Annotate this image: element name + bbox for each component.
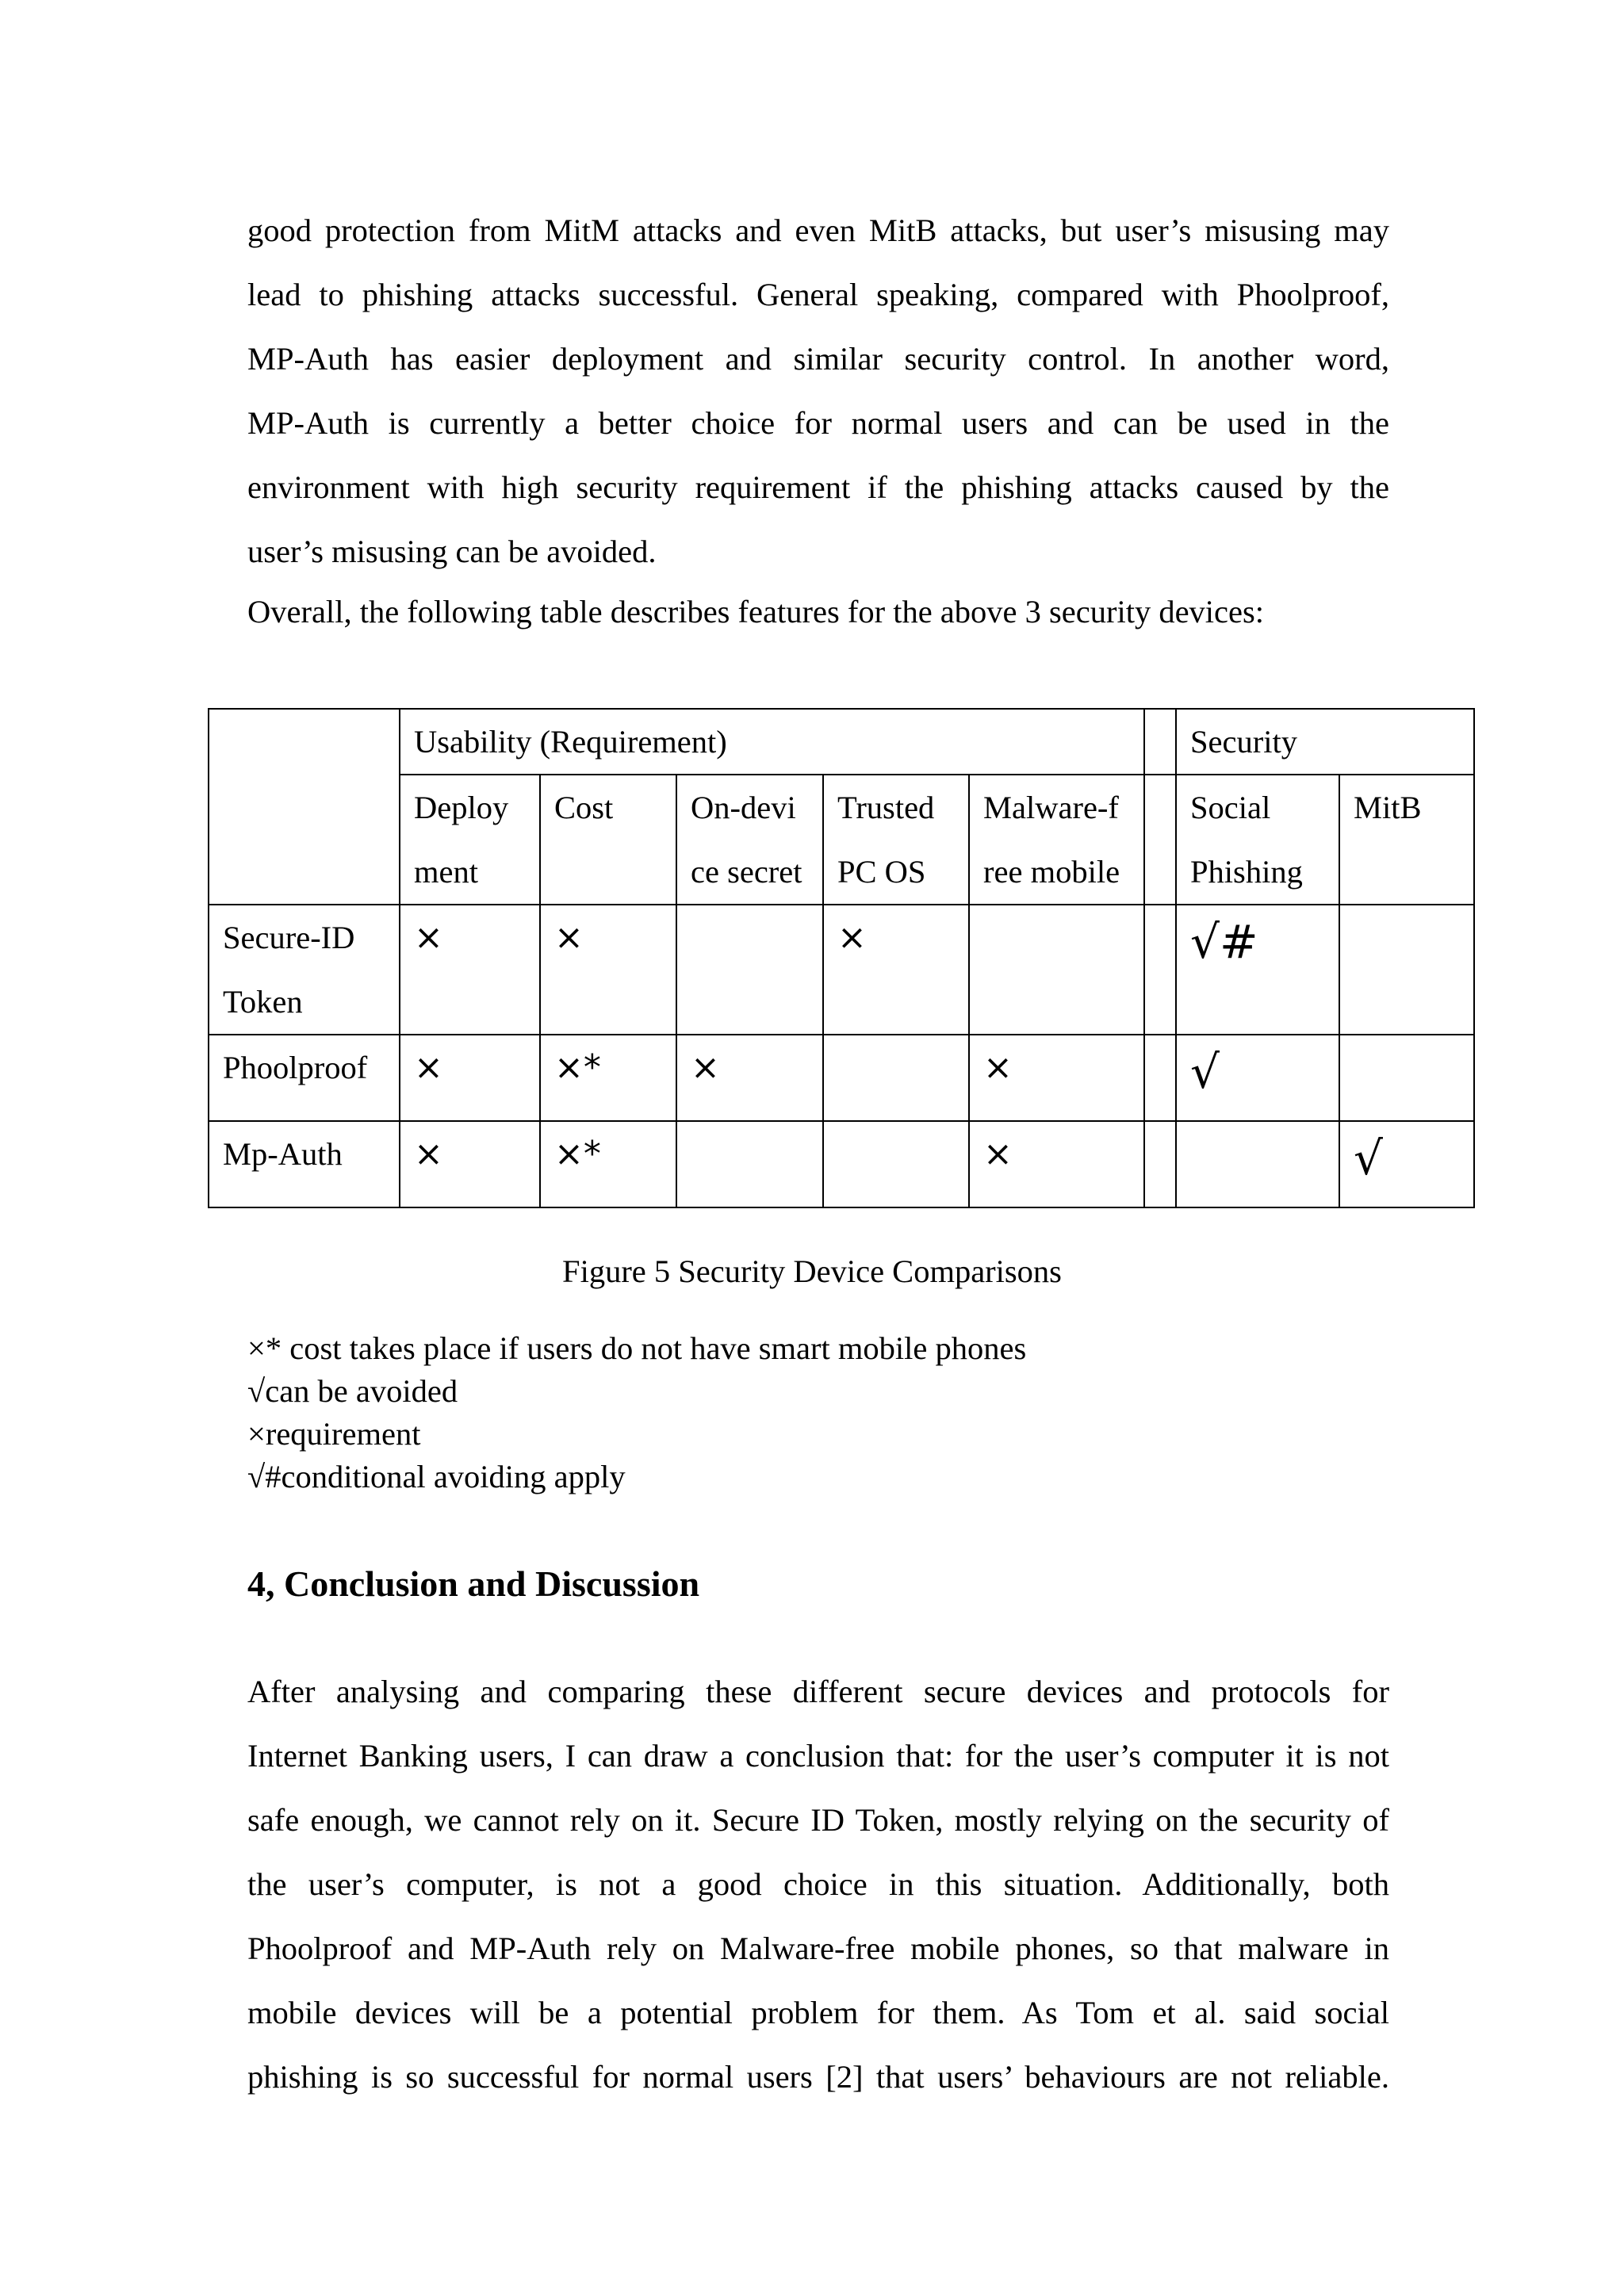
col-header-malware: Malware-f ree mobile [969, 775, 1144, 905]
col-header-cost: Cost [540, 775, 676, 905]
cell-social: √# [1176, 905, 1339, 1035]
col-header-mitb: MitB [1339, 775, 1474, 905]
cell-cost: ×* [540, 1035, 676, 1121]
table-row [209, 1121, 1474, 1207]
cell-trusted: × [823, 905, 969, 1035]
conclusion-line: safe enough, we cannot rely on it. Secure ID Token, mostly relying on the security of [247, 1802, 1389, 1838]
conclusion-line: mobile devices will be a potential problem for them. As Tom et al. said social [247, 1995, 1389, 2030]
cell-deploy: × [400, 905, 540, 1035]
cell-ondevice [676, 905, 823, 1035]
intro-line: lead to phishing attacks successful. General speaking, compared with Phoolproof, [247, 277, 1389, 312]
usability-group-header: Usability (Requirement) [400, 709, 1144, 775]
cell-cost: × [540, 905, 676, 1035]
conclusion-line: After analysing and comparing these different secure devices and protocols for [247, 1674, 1389, 1709]
cell-deploy: × [400, 1035, 540, 1121]
cell-social [1176, 1121, 1339, 1207]
table-row [209, 1035, 1474, 1121]
section-heading: 4, Conclusion and Discussion [247, 1563, 700, 1604]
cell-mitb: √ [1339, 1121, 1474, 1207]
cell-ondevice: × [676, 1035, 823, 1121]
cell-social: √ [1176, 1035, 1339, 1121]
cell-mitb [1339, 905, 1474, 1035]
corner-cell [209, 709, 400, 905]
gap-cell [1144, 709, 1176, 775]
cell-ondevice [676, 1121, 823, 1207]
row-label: Mp-Auth [209, 1121, 400, 1207]
cell-malware: × [969, 1035, 1144, 1121]
intro-line: good protection from MitM attacks and even MitB attacks, but user’s misusing may [247, 212, 1389, 248]
conclusion-line: Phoolproof and MP-Auth rely on Malware-free mobile phones, so that malware in [247, 1931, 1389, 1966]
col-header-trusted: Trusted PC OS [823, 775, 969, 905]
legend-item: ×requirement [247, 1416, 421, 1452]
cell-trusted [823, 1035, 969, 1121]
intro-line: user’s misusing can be avoided. [247, 534, 657, 569]
gap-cell [1144, 905, 1176, 1035]
col-header-deploy: Deploy ment [400, 775, 540, 905]
cell-cost: ×* [540, 1121, 676, 1207]
table-row [209, 905, 1474, 1035]
cell-trusted [823, 1121, 969, 1207]
cell-mitb [1339, 1035, 1474, 1121]
intro-line: environment with high security requirement if the phishing attacks caused by the [247, 469, 1389, 505]
intro-line: MP-Auth is currently a better choice for normal users and can be used in the [247, 405, 1389, 441]
legend-item: √can be avoided [247, 1373, 458, 1409]
intro-line: MP-Auth has easier deployment and similar security control. In another word, [247, 341, 1389, 377]
cell-malware: × [969, 1121, 1144, 1207]
conclusion-line: phishing is so successful for normal users [2] that users’ behaviours are not reliable. [247, 2059, 1389, 2095]
comparison-table [208, 708, 1475, 1208]
gap-cell [1144, 775, 1176, 905]
col-header-ondevice: On-devi ce secret [676, 775, 823, 905]
figure-caption: Figure 5 Security Device Comparisons [562, 1253, 1062, 1289]
cell-deploy: × [400, 1121, 540, 1207]
table-legend [247, 1327, 1026, 1498]
legend-item: √#conditional avoiding apply [247, 1459, 626, 1494]
gap-cell [1144, 1121, 1176, 1207]
table-header-group-row [209, 709, 1474, 775]
row-label: Secure-ID Token [209, 905, 400, 1035]
security-group-header: Security [1176, 709, 1474, 775]
row-label: Phoolproof [209, 1035, 400, 1121]
gap-cell [1144, 1035, 1176, 1121]
conclusion-line: the user’s computer, is not a good choice in this situation. Additionally, both [247, 1866, 1389, 1902]
col-header-social: Social Phishing [1176, 775, 1339, 905]
table-intro: Overall, the following table describes features for the above 3 security devices: [247, 594, 1265, 629]
legend-item: ×* cost takes place if users do not have smart mobile phones [247, 1330, 1027, 1366]
cell-malware [969, 905, 1144, 1035]
conclusion-line: Internet Banking users, I can draw a conclusion that: for the user’s computer it is not [247, 1738, 1389, 1774]
